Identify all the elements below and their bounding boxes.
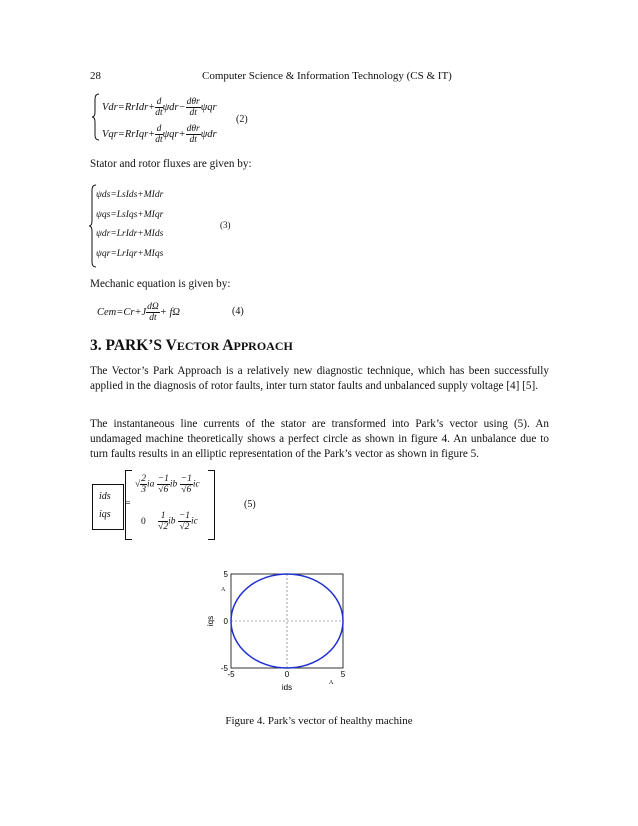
y-tick-label: -5 xyxy=(220,664,228,673)
x-unit-label: A xyxy=(329,680,334,686)
equation-2-line-1: Vdr=RrIdr+ $\frac{d}{dt}$ ψdr− $\frac{\text{dθr}}{dt}$ ψqr xyxy=(102,97,217,118)
equation-4: Cem=Cr+J $\frac{d\Omega}{dt}$ + fΩ xyxy=(97,302,181,323)
x-tick-label: 0 xyxy=(284,670,290,679)
y-tick-label: 0 xyxy=(223,617,228,626)
figure-caption: Figure 4. Park’s vector of healthy machine xyxy=(225,715,413,727)
y-axis-label: iqs xyxy=(206,615,215,627)
matrix-right-bracket xyxy=(208,470,215,540)
x-tick-label: -5 xyxy=(227,670,235,679)
paragraph-1: The Vector’s Park Approach is a relatively new diagnostic technique, which has been successfully applied in the diagnosis of rotor faults, inter turn stator faults and unbalanced supply voltage [4] [5]. xyxy=(90,365,549,392)
equation-5-row-1: √ $\frac{2}{3}$ ia $\frac{-1}{√6}$ ib $\frac{-1}{√6}$ ic xyxy=(135,474,200,495)
equation-2-number: (2) xyxy=(236,114,248,125)
y-unit-label: A xyxy=(221,587,226,593)
text-mechanic: Mechanic equation is given by: xyxy=(90,278,231,290)
equation-3-number: (3) xyxy=(220,220,231,230)
equation-3-lines xyxy=(96,186,163,264)
equation-4-number: (4) xyxy=(232,306,244,317)
equation-3-line-4: ψqr=LrIqr+MIqs xyxy=(96,248,164,259)
parks-vector-chart xyxy=(195,562,365,697)
paragraph-2: The instantaneous line currents of the stator are transformed into Park’s vector using (5). An undamaged machine theoretically shows a perfect circle as shown in figure 4. An unbalance due to turn faults results in an elliptic representation of the Park’s vector as shown in figure 5. xyxy=(90,418,549,460)
equation-5-row-2: 0 $\frac{1}{√2}$ ib $\frac{-1}{√2}$ ic xyxy=(141,511,198,532)
equation-5-number: (5) xyxy=(244,499,256,510)
x-tick-label: 5 xyxy=(340,670,346,679)
equation-3-line-2: ψqs=LsIqs+MIqr xyxy=(96,209,164,220)
equation-2-line-2: Vqr=RrIqr+ $\frac{d}{dt}$ ψqr+ $\frac{\text{dθr}}{dt}$ ψdr xyxy=(102,124,217,145)
page-number: 28 xyxy=(90,70,101,82)
equation-3-line-3: ψdr=LrIdr+MIds xyxy=(96,229,164,239)
equation-5-lhs-vector: ids iqs xyxy=(92,484,124,530)
left-brace-icon xyxy=(92,93,100,141)
matrix-left-bracket xyxy=(125,470,132,540)
x-axis-label: ids xyxy=(281,683,293,692)
equation-3-line-1: ψds=LsIds+MIdr xyxy=(96,190,164,200)
equation-5-equals: = xyxy=(124,498,132,509)
text-fluxes: Stator and rotor fluxes are given by: xyxy=(90,158,252,170)
section-heading: 3. PARK’S VECTOR APPROACH xyxy=(90,337,293,354)
running-title: Computer Science & Information Technology (CS & IT) xyxy=(202,70,452,82)
y-tick-label: 5 xyxy=(223,570,228,579)
